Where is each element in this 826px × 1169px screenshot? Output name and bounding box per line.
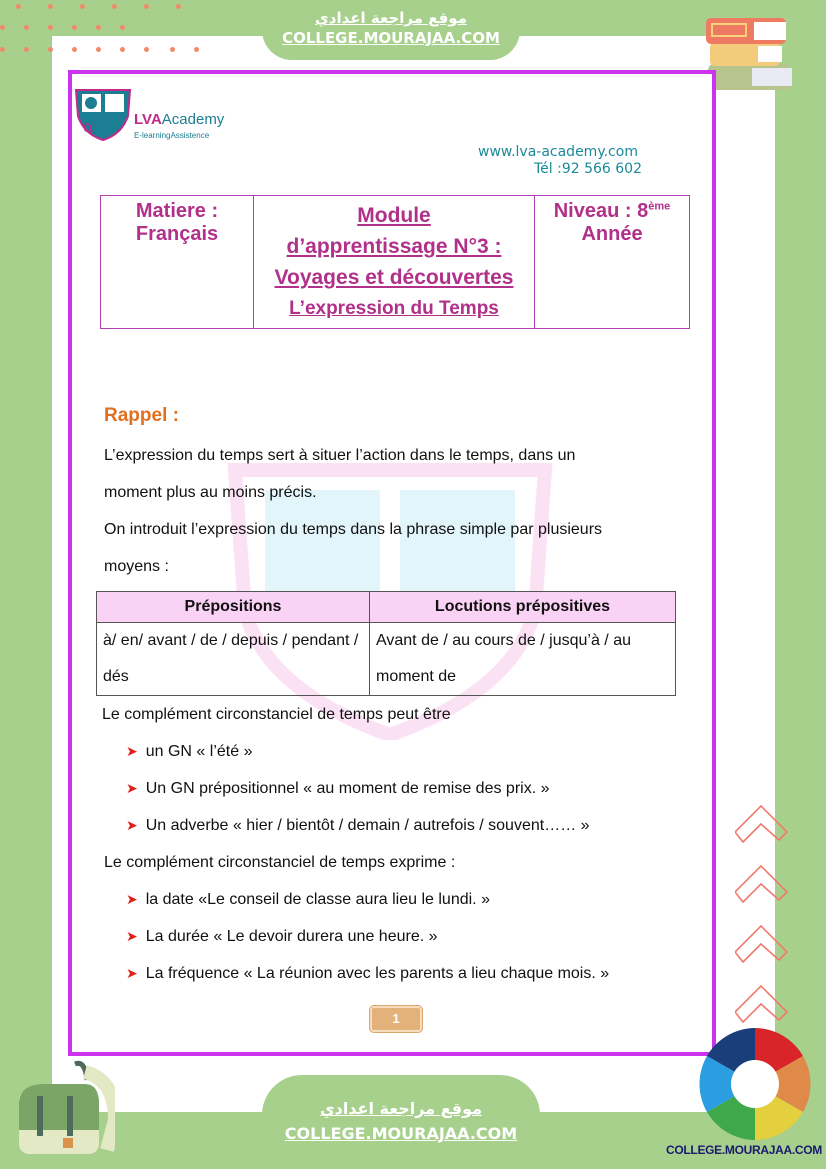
prepositions-cell: à/ en/ avant / de / depuis / pendant / dés [97,623,370,696]
locutions-cell: Avant de / au cours de / jusqu’à / au moment de [370,623,676,696]
table-header-prepositions: Prépositions [97,592,370,623]
bottom-banner-domain: COLLEGE.MOURAJAA.COM [284,1124,518,1143]
arrow-bullet-icon: ➤ [126,743,138,759]
contact-info [478,144,642,178]
list-item [126,807,684,844]
chevron-up-decoration-icon [735,792,795,1042]
page-number-badge: 1 [370,1006,422,1032]
paragraph-1-line-1: L’expression du temps sert à situer l’action dans le temps, dans un [104,447,576,464]
matiere-value: Français [135,223,219,245]
module-line-2: d’apprentissage N°3 : [286,235,502,258]
module-line-4: L’expression du Temps [289,298,499,319]
table-header-locutions: Locutions prépositives [370,592,676,623]
cc-peut-etre-text: Le complément circonstanciel de temps peut être [102,706,451,723]
list-item [126,881,684,918]
paragraph-1-line-2: moment plus au moins précis. [104,484,317,501]
lva-shield-icon [74,86,132,142]
left-green-strip [0,0,52,1112]
brand-rest: Academy [161,111,225,128]
list-item-text: Un adverbe « hier / bientôt / demain / autrefois / souvent…… » [145,817,590,834]
website-link[interactable]: www.lva-academy.com [478,144,638,160]
top-site-banner[interactable] [262,8,520,48]
arrow-bullet-icon: ➤ [126,817,138,833]
prepositions-table [96,591,676,696]
niveau-superscript: ème [648,200,671,213]
lesson-content [104,405,684,992]
niveau-value: Année [581,223,643,245]
phone-number: Tél :92 566 602 [534,161,643,177]
arrow-bullet-icon: ➤ [126,780,138,796]
subjects-wheel-icon [695,1026,815,1146]
top-banner-arabic: موقع مراجعة اعدادي [315,9,467,27]
niveau-cell [535,196,690,329]
module-cell [254,196,535,329]
arrow-bullet-icon: ➤ [126,965,138,981]
header-table [100,195,690,329]
paragraph-2-line-2: moyens : [104,558,169,575]
arrow-bullet-icon: ➤ [126,928,138,944]
module-line-3: Voyages et découvertes [274,266,514,289]
svg-text:α: α [83,117,94,136]
list-item-text: la date «Le conseil de classe aura lieu le lundi. » [145,891,490,908]
module-line-1: Module [357,204,431,227]
brand-tagline: E-learningAssistence [134,131,210,140]
list-item-text: Un GN prépositionnel « au moment de remise des prix. » [145,780,550,797]
list-item [126,955,684,992]
bottom-banner-arabic: موقع مراجعة اعدادي [319,1099,483,1118]
matiere-cell [101,196,254,329]
matiere-label: Matiere : [135,200,219,222]
cc-exprime-text: Le complément circonstanciel de temps exprime : [104,854,456,871]
arrow-bullet-icon: ➤ [126,891,138,907]
list-item-text: un GN « l’été » [145,743,253,760]
niveau-label [541,200,683,223]
list-item-text: La fréquence « La réunion avec les parents a lieu chaque mois. » [145,965,610,982]
niveau-label-text: Niveau : 8 [553,200,649,222]
list-item-text: La durée « Le devoir durera une heure. » [145,928,438,945]
paragraph-2-line-1: On introduit l’expression du temps dans la phrase simple par plusieurs [104,521,603,538]
backpack-icon [15,1060,115,1160]
brand-name [134,111,224,128]
college-mourajaa-badge[interactable]: COLLEGE.MOURAJAA.COM [665,1143,822,1157]
list-item [126,918,684,955]
bottom-site-banner[interactable] [262,1096,540,1146]
cc-forms-list [104,733,684,844]
top-banner-domain: COLLEGE.MOURAJAA.COM [282,29,500,47]
list-item [126,770,684,807]
brand-bold: LVA [134,111,162,128]
rappel-heading: Rappel : [104,405,179,426]
list-item [126,733,684,770]
cc-meanings-list [104,881,684,992]
table-row [97,623,676,696]
